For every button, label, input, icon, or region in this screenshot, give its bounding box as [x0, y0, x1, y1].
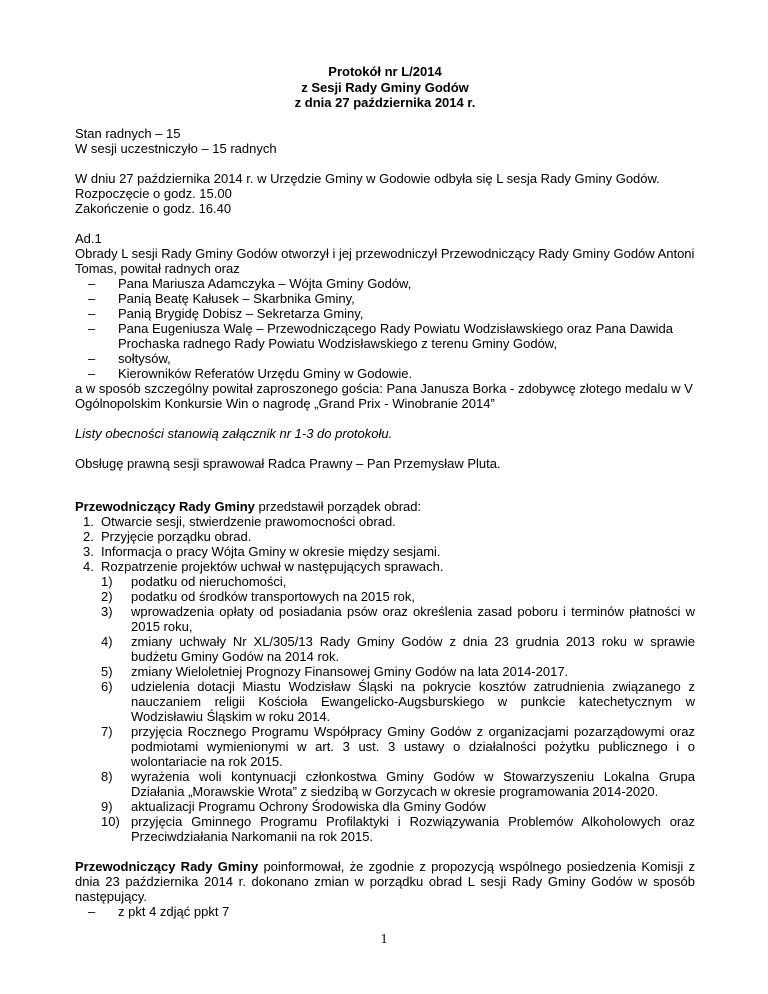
agenda-changes: Przewodniczący Rady Gminy poinformował, że zgodnie z propozycją wspólnego posiedzenia Komisji z dnia 23 października 2014 r. dokonano zmian w porządku obrad L sesji Rady Gminy Godów w sposób następujący.	[75, 858, 695, 904]
list-item: – z pkt 4 zdjąć ppkt 7	[88, 903, 230, 919]
agenda-item: 2. Przyjęcie porządku obrad.	[83, 528, 252, 544]
speaker-label: Przewodniczący Rady Gminy	[75, 858, 259, 874]
resolution-item: 1) podatku od nieruchomości,	[101, 573, 287, 589]
resolution-item: 8) wyrażenia woli kontynuacji członkostwa Gminy Godów w Stowarzyszeniu Lokalna Grupa Działania „Morawskie Wrota” z siedzibą w Gorzycach w okresie programowania 2014-2020.	[101, 768, 695, 799]
session-end: Zakończenie o godz. 16.40	[75, 200, 232, 216]
document-page	[75, 64, 695, 919]
agenda-list	[75, 514, 695, 844]
agenda-item: 3. Informacja o pracy Wójta Gminy w okresie między sesjami.	[83, 543, 441, 559]
section-heading-ad1: Ad.1	[75, 230, 102, 246]
attachments-note: Listy obecności stanowią załącznik nr 1-3 do protokołu.	[75, 425, 393, 441]
resolution-item: 3) wprowadzenia opłaty od posiadania psów oraz określenia zasad poboru i terminów płatności w 2015 roku,	[101, 603, 695, 634]
agenda-item: 1. Otwarcie sesji, stwierdzenie prawomocności obrad.	[83, 513, 396, 529]
guest-welcome: a w sposób szczególny powitał zaproszonego gościa: Pana Janusza Borka - zdobywcę złotego medalu w V Ogólnopolskim Konkursie Win o nagrodę „Grand Prix - Winobranie 2014”	[75, 380, 693, 411]
protocol-title: Protokół nr L/2014	[328, 64, 442, 79]
list-item: – Pana Mariusza Adamczyka – Wójta Gminy Godów,	[88, 275, 412, 291]
session-info: W dniu 27 października 2014 r. w Urzędzie Gminy w Godowie odbyła się L sesja Rady Gminy Godów.	[75, 170, 660, 186]
protocol-date: z dnia 27 października 2014 r.	[294, 95, 476, 110]
list-item: – Pana Eugeniusza Walę – Przewodniczącego Rady Powiatu Wodzisławskiego oraz Pana Dawida Prochaska radnego Rady Powiatu Wodzisławskiego z terenu Gminy Godów,	[88, 320, 673, 351]
list-item: – Panią Beatę Kałusek – Skarbnika Gminy,	[88, 290, 355, 306]
list-item: – sołtysów,	[88, 350, 171, 366]
session-start: Rozpoczęcie o godz. 15.00	[75, 185, 232, 201]
page-number: 1	[380, 932, 388, 947]
resolution-list	[101, 574, 695, 844]
resolution-item: 10) przyjęcia Gminnego Programu Profilaktyki i Rozwiązywania Problemów Alkoholowych oraz Przeciwdziałania Narkomanii na rok 2015.	[101, 813, 695, 844]
attendance-status: Stan radnych – 15	[75, 125, 181, 141]
list-item: – Panią Brygidę Dobisz – Sekretarza Gminy,	[88, 305, 364, 321]
resolution-item: 9) aktualizacji Programu Ochrony Środowiska dla Gminy Godów	[101, 798, 486, 814]
legal-service: Obsługę prawną sesji sprawował Radca Prawny – Pan Przemysław Pluta.	[75, 455, 501, 471]
resolution-item: 6) udzielenia dotacji Miastu Wodzisław Śląski na pokrycie kosztów zatrudnienia związanego z nauczaniem religii Kościoła Ewangelicko-Augsburskiego w punkcie katechetycznym w Wodzisławiu Śląskim w roku 2014.	[101, 678, 695, 724]
document-header	[75, 64, 695, 111]
speaker-label: Przewodniczący Rady Gminy	[75, 498, 255, 514]
attendance-count: W sesji uczestniczyło – 15 radnych	[75, 140, 277, 156]
resolution-item: 7) przyjęcia Rocznego Programu Współpracy Gminy Godów z organizacjami pozarządowymi oraz podmiotami wymienionymi w art. 3 ust. 3 ustawy o działalności pożytku publicznego i o wolontariacie na rok 2015.	[101, 723, 695, 769]
resolution-item: 5) zmiany Wieloletniej Prognozy Finansowej Gminy Godów na lata 2014-2017.	[101, 663, 569, 679]
agenda-item: 4. Rozpatrzenie projektów uchwał w następujących sprawach. 1) podatku od nieruchomości, 2) podatku od środków transportowych na 2015 rok, 3) wprowadzenia opłaty od posiadania psów oraz określenia zasad poboru i terminów płatności w 2015 roku, 4) zmiany uchwały Nr XL/305/13 Rady Gminy Godów z dnia 23 grudnia 2013 roku w sprawie budżetu Gminy Godów na 2014 rok. 5) zmiany Wieloletniej Prognozy Finansowej Gminy Godów na lata 2014-2017. 6) udzielenia dotacji Miastu Wodzisław Śląski na pokrycie kosztów zatrudnienia związanego z nauczaniem religii Kościoła Ewangelicko-Augsburskiego w punkcie katechetycznym w Wodzisławiu Śląskim w roku 2014. 7) przyjęcia Rocznego Programu Współpracy Gminy Godów z organizacjami pozarządowymi oraz podmiotami wymienionymi w art. 3 ust. 3 ustawy o działalności pożytku publicznego i o wolontariacie na rok 2015. 8) wyrażenia woli kontynuacji członkostwa Gminy Godów w Stowarzyszeniu Lokalna Grupa Działania „Morawskie Wrota” z siedzibą w Gorzycach w okresie programowania 2014-2020. 9) aktualizacji Programu Ochrony Środowiska dla Gminy Godów 10) przyjęcia Gminnego Programu Profilaktyki i Rozwiązywania Problemów Alkoholowych oraz Przeciwdziałania Narkomanii na rok 2015.	[83, 558, 695, 844]
welcome-list	[75, 276, 695, 381]
ad1-intro: Obrady L sesji Rady Gminy Godów otworzył i jej przewodniczył Przewodniczący Rady Gminy Godów Antoni Tomas, powitał radnych oraz	[75, 245, 695, 276]
resolution-item: 2) podatku od środków transportowych na 2015 rok,	[101, 588, 416, 604]
resolution-item: 4) zmiany uchwały Nr XL/305/13 Rady Gminy Godów z dnia 23 grudnia 2013 roku w sprawie budżetu Gminy Godów na 2014 rok.	[101, 633, 695, 664]
changes-list	[75, 904, 695, 919]
agenda-intro: Przewodniczący Rady Gminy przedstawił porządek obrad:	[75, 498, 422, 514]
list-item: – Kierowników Referatów Urzędu Gminy w Godowie.	[88, 365, 413, 381]
protocol-subtitle: z Sesji Rady Gminy Godów	[301, 79, 469, 95]
